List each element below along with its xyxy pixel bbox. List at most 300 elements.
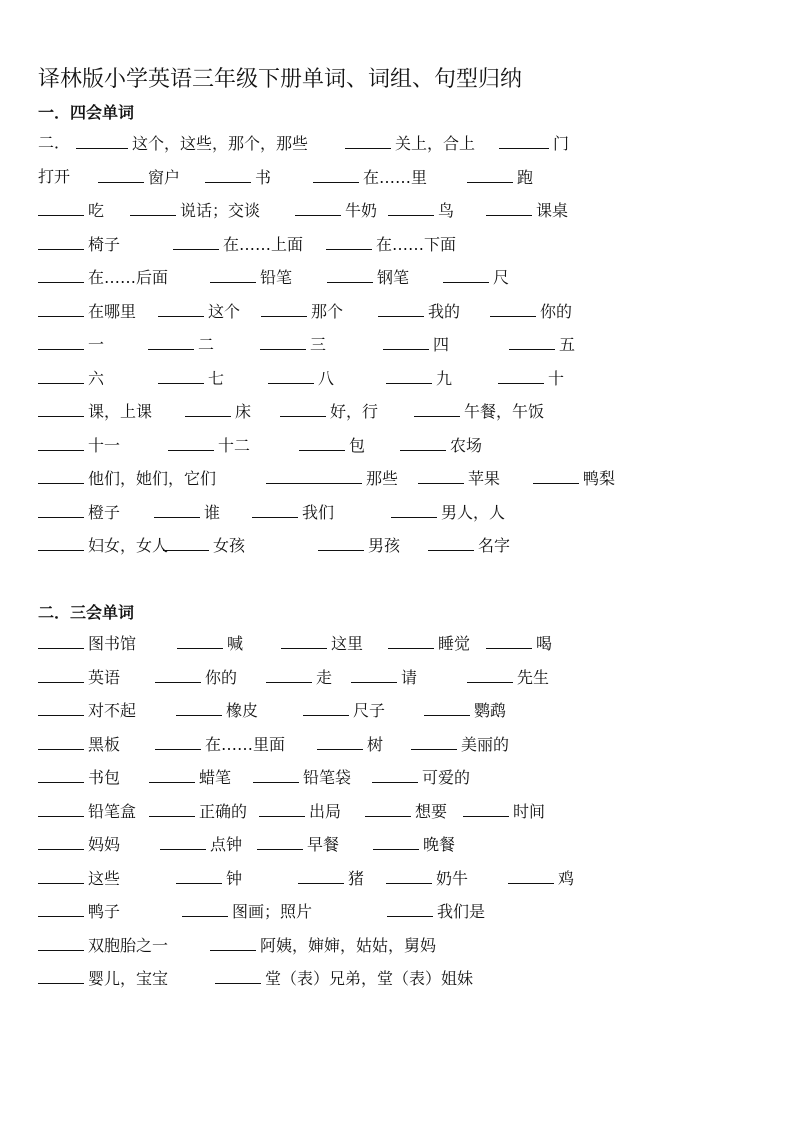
word-meaning: 睡觉 [438, 634, 471, 653]
word-meaning: 五 [559, 335, 576, 354]
word-item [400, 434, 482, 457]
answer-blank[interactable] [158, 367, 204, 384]
word-item [268, 367, 334, 390]
answer-blank[interactable] [215, 967, 261, 984]
word-row [0, 733, 794, 757]
word-meaning: 喝 [536, 634, 553, 653]
word-item [38, 967, 168, 990]
word-row [0, 900, 794, 924]
answer-blank[interactable] [38, 434, 84, 451]
word-meaning: 门 [553, 134, 570, 153]
word-meaning: 可爱的 [422, 768, 471, 787]
answer-blank[interactable] [259, 800, 305, 817]
word-meaning: 窗户 [148, 167, 181, 187]
word-meaning: 三 [310, 335, 327, 354]
word-item [149, 766, 231, 789]
word-row [0, 400, 794, 424]
answer-blank[interactable] [205, 166, 251, 183]
word-meaning: 十二 [218, 435, 251, 455]
word-meaning: 尺 [493, 268, 510, 287]
word-item [317, 733, 383, 756]
word-meaning: 鸟 [438, 201, 455, 220]
word-item [386, 867, 468, 890]
word-row [0, 867, 794, 891]
answer-blank[interactable] [38, 266, 84, 283]
answer-blank[interactable] [280, 400, 326, 417]
word-meaning: 橙子 [88, 502, 121, 522]
word-item [38, 867, 120, 890]
word-item [38, 800, 136, 823]
word-item [38, 501, 120, 524]
word-item [533, 467, 615, 490]
word-item [38, 934, 168, 957]
answer-blank[interactable] [486, 199, 532, 216]
word-meaning: 我们是 [437, 902, 486, 921]
word-item [467, 166, 533, 189]
word-row [0, 934, 794, 958]
word-item [158, 300, 240, 323]
word-meaning: 女孩 [213, 536, 246, 555]
answer-blank[interactable] [38, 300, 84, 317]
word-item [257, 833, 339, 856]
word-meaning: 钢笔 [377, 268, 410, 287]
word-meaning: 妇女，女人 [88, 536, 169, 555]
word-item [372, 766, 470, 789]
answer-blank[interactable] [261, 300, 307, 317]
word-item [414, 400, 544, 423]
answer-blank[interactable] [533, 467, 579, 484]
word-meaning: 鸡 [558, 868, 575, 888]
word-item [418, 467, 500, 490]
answer-blank[interactable] [257, 833, 303, 850]
answer-blank[interactable] [177, 632, 223, 649]
answer-blank[interactable] [38, 867, 84, 884]
answer-blank[interactable] [299, 434, 345, 451]
answer-blank[interactable] [38, 467, 84, 484]
word-item [391, 501, 505, 524]
word-meaning: 八 [318, 368, 335, 388]
answer-blank[interactable] [253, 766, 299, 783]
word-item [176, 699, 258, 722]
word-item [499, 132, 569, 155]
answer-blank[interactable] [149, 766, 195, 783]
word-row [0, 534, 794, 558]
word-item [486, 632, 552, 655]
word-item [38, 400, 152, 423]
word-meaning: 在……上面 [223, 234, 304, 254]
word-row [0, 266, 794, 290]
answer-blank[interactable] [414, 400, 460, 417]
word-item [486, 199, 568, 222]
answer-blank[interactable] [76, 132, 128, 149]
word-item [210, 266, 292, 289]
word-meaning: 好，行 [330, 402, 379, 421]
word-row [0, 800, 794, 824]
word-item [411, 733, 509, 756]
answer-blank[interactable] [372, 766, 418, 783]
answer-blank[interactable] [176, 867, 222, 884]
word-item [327, 266, 409, 289]
word-item [38, 666, 120, 689]
word-item [373, 833, 455, 856]
answer-blank[interactable] [411, 733, 457, 750]
word-meaning: 早餐 [307, 835, 340, 854]
word-item [443, 266, 509, 289]
word-meaning: 名字 [478, 536, 511, 555]
answer-blank[interactable] [498, 367, 544, 384]
answer-blank[interactable] [38, 800, 84, 817]
word-row [0, 967, 794, 991]
word-meaning: 图书馆 [88, 634, 137, 653]
answer-blank[interactable] [158, 300, 204, 317]
answer-blank[interactable] [38, 833, 84, 850]
word-meaning: 这里 [331, 634, 364, 653]
word-item [38, 833, 120, 856]
word-meaning: 那些 [366, 469, 399, 488]
answer-blank[interactable] [373, 833, 419, 850]
word-item [266, 467, 398, 490]
word-meaning: 晚餐 [423, 835, 456, 854]
answer-blank[interactable] [182, 900, 228, 917]
answer-blank[interactable] [428, 534, 474, 551]
answer-blank[interactable] [327, 266, 373, 283]
answer-blank[interactable] [98, 166, 144, 183]
answer-blank[interactable] [155, 666, 201, 683]
answer-blank[interactable] [38, 534, 84, 551]
word-item [182, 900, 312, 923]
answer-blank[interactable] [281, 632, 327, 649]
word-meaning: 你的 [205, 667, 238, 687]
answer-blank[interactable] [443, 266, 489, 283]
word-item [176, 867, 242, 890]
answer-blank[interactable] [38, 766, 84, 783]
word-item [160, 833, 242, 856]
word-item [386, 367, 452, 390]
answer-blank[interactable] [266, 666, 312, 683]
word-item [38, 534, 168, 557]
answer-blank[interactable] [38, 666, 84, 683]
word-meaning: 阿姨，婶婶，姑姑，舅妈 [260, 935, 437, 955]
word-meaning: 吃 [88, 201, 105, 220]
word-item [261, 300, 343, 323]
word-meaning: 说话；交谈 [180, 201, 261, 220]
word-item [259, 800, 341, 823]
answer-blank[interactable] [313, 166, 359, 183]
word-item [280, 400, 378, 423]
word-meaning: 一 [88, 335, 105, 354]
word-meaning: 堂（表）兄弟，堂（表）姐妹 [265, 969, 474, 988]
answer-blank[interactable] [345, 132, 391, 149]
word-item [303, 699, 385, 722]
answer-blank[interactable] [38, 967, 84, 984]
word-item [260, 333, 326, 356]
answer-blank[interactable] [176, 699, 222, 716]
word-meaning: 六 [88, 368, 105, 388]
word-row [0, 833, 794, 857]
word-meaning: 先生 [517, 667, 550, 687]
word-meaning: 农场 [450, 435, 483, 455]
word-item [155, 733, 285, 756]
word-meaning: 鸭子 [88, 902, 121, 921]
answer-blank[interactable] [38, 733, 84, 750]
answer-blank[interactable] [490, 300, 536, 317]
answer-blank[interactable] [508, 867, 554, 884]
word-item [428, 534, 510, 557]
word-meaning: 床 [235, 402, 252, 421]
answer-blank[interactable] [149, 800, 195, 817]
word-row [0, 166, 794, 190]
word-item [298, 867, 364, 890]
page-title: 译林版小学英语三年级下册单词、词组、句型归纳 [38, 67, 523, 92]
answer-blank[interactable] [38, 501, 84, 518]
word-meaning: 黑板 [88, 734, 121, 754]
word-item [281, 632, 363, 655]
answer-blank[interactable] [318, 534, 364, 551]
word-meaning: 鹦鹉 [474, 701, 507, 720]
word-row [0, 300, 794, 324]
word-item [38, 233, 120, 256]
answer-blank[interactable] [351, 666, 397, 683]
word-meaning: 鸭梨 [583, 469, 616, 488]
word-meaning: 这个，这些，那个，那些 [132, 134, 309, 153]
word-meaning: 他们，她们，它们 [88, 469, 217, 488]
answer-blank[interactable] [383, 333, 429, 350]
word-row [0, 333, 794, 357]
word-meaning: 钟 [226, 868, 243, 888]
word-meaning: 我们 [302, 502, 335, 522]
answer-blank[interactable] [499, 132, 549, 149]
word-item [387, 900, 485, 923]
answer-blank[interactable] [509, 333, 555, 350]
word-meaning: 树 [367, 734, 384, 754]
row-prefix: 打开 [38, 166, 71, 186]
word-meaning: 课桌 [536, 201, 569, 220]
word-item [38, 733, 120, 756]
word-meaning: 在……里面 [205, 734, 286, 754]
word-item [498, 367, 564, 390]
word-meaning: 走 [316, 667, 333, 687]
word-meaning: 课，上课 [88, 402, 153, 421]
word-meaning: 谁 [204, 502, 221, 522]
answer-blank[interactable] [130, 199, 176, 216]
answer-blank[interactable] [365, 800, 411, 817]
word-meaning: 书包 [88, 768, 121, 787]
word-meaning: 出局 [309, 801, 342, 821]
word-item [388, 632, 470, 655]
word-meaning: 椅子 [88, 234, 121, 254]
word-item [38, 467, 216, 490]
word-meaning: 英语 [88, 667, 121, 687]
answer-blank[interactable] [155, 733, 201, 750]
word-meaning: 铅笔 [260, 268, 293, 287]
word-item [38, 333, 104, 356]
word-meaning: 牛奶 [345, 201, 378, 220]
word-item [318, 534, 400, 557]
word-meaning: 美丽的 [461, 734, 510, 754]
answer-blank[interactable] [387, 900, 433, 917]
word-meaning: 苹果 [468, 469, 501, 488]
word-meaning: 图画；照片 [232, 902, 313, 921]
word-row [0, 367, 794, 391]
word-item [158, 367, 224, 390]
word-meaning: 二 [198, 335, 215, 354]
word-meaning: 在哪里 [88, 301, 137, 321]
word-row [0, 766, 794, 790]
answer-blank[interactable] [38, 632, 84, 649]
word-meaning: 铅笔盒 [88, 801, 137, 821]
word-meaning: 你的 [540, 301, 573, 321]
word-item [326, 233, 456, 256]
answer-blank[interactable] [303, 699, 349, 716]
word-meaning: 跑 [517, 167, 534, 187]
word-item [388, 199, 454, 222]
word-meaning: 十 [548, 368, 565, 388]
answer-blank[interactable] [463, 800, 509, 817]
word-meaning: 四 [433, 335, 450, 354]
answer-blank[interactable] [168, 434, 214, 451]
answer-blank[interactable] [424, 699, 470, 716]
word-item [424, 699, 506, 722]
word-meaning: 蜡笔 [199, 768, 232, 787]
word-item [38, 132, 70, 154]
answer-blank[interactable] [210, 266, 256, 283]
word-meaning: 猪 [348, 868, 365, 888]
word-meaning: 时间 [513, 801, 546, 821]
answer-blank[interactable] [486, 632, 532, 649]
word-row [0, 434, 794, 458]
word-item [205, 166, 271, 189]
word-meaning: 那个 [311, 301, 344, 321]
word-item [210, 934, 436, 957]
word-item [185, 400, 251, 423]
answer-blank[interactable] [210, 934, 256, 951]
word-item [38, 434, 120, 457]
word-item [38, 266, 168, 289]
word-item [38, 699, 136, 722]
word-item [38, 199, 104, 222]
word-item [252, 501, 334, 524]
answer-blank[interactable] [185, 400, 231, 417]
answer-blank[interactable] [386, 867, 432, 884]
word-item [98, 166, 180, 189]
answer-blank[interactable] [326, 233, 372, 250]
answer-blank[interactable] [38, 367, 84, 384]
word-meaning: 橡皮 [226, 701, 259, 720]
word-item [467, 666, 549, 689]
word-item [38, 367, 104, 390]
word-meaning: 我的 [428, 301, 461, 321]
word-item [345, 132, 475, 155]
answer-blank[interactable] [386, 367, 432, 384]
word-item [463, 800, 545, 823]
answer-blank[interactable] [38, 699, 84, 716]
word-meaning: 双胞胎之一 [88, 935, 169, 955]
word-item [155, 666, 237, 689]
word-item [295, 199, 377, 222]
word-item [253, 766, 351, 789]
word-meaning: 男孩 [368, 536, 401, 555]
word-meaning: 午餐，午饭 [464, 402, 545, 421]
section-heading-four-skill: 一．四会单词 [38, 103, 135, 122]
word-item [154, 501, 220, 524]
word-meaning: 点钟 [210, 835, 243, 854]
word-meaning: 尺子 [353, 701, 386, 720]
answer-blank[interactable] [173, 233, 219, 250]
word-row [0, 233, 794, 257]
word-meaning: 在……下面 [376, 234, 457, 254]
word-item [38, 166, 70, 188]
word-item [177, 632, 243, 655]
answer-blank[interactable] [295, 199, 341, 216]
word-meaning: 包 [349, 435, 366, 455]
answer-blank[interactable] [467, 666, 513, 683]
word-item [490, 300, 572, 323]
answer-blank[interactable] [38, 233, 84, 250]
answer-blank[interactable] [391, 501, 437, 518]
answer-blank[interactable] [268, 367, 314, 384]
word-item [76, 132, 308, 155]
word-meaning: 男人，人 [441, 502, 506, 522]
word-row [0, 501, 794, 525]
answer-blank[interactable] [266, 467, 362, 484]
answer-blank[interactable] [260, 333, 306, 350]
word-item [378, 300, 460, 323]
word-item [266, 666, 332, 689]
word-row [0, 699, 794, 723]
word-meaning: 关上，合上 [395, 134, 476, 153]
word-item [149, 800, 247, 823]
word-item [351, 666, 417, 689]
word-item [130, 199, 260, 222]
word-row [0, 666, 794, 690]
answer-blank[interactable] [160, 833, 206, 850]
answer-blank[interactable] [163, 534, 209, 551]
answer-blank[interactable] [317, 733, 363, 750]
answer-blank[interactable] [38, 934, 84, 951]
answer-blank[interactable] [298, 867, 344, 884]
word-item [38, 632, 136, 655]
answer-blank[interactable] [388, 632, 434, 649]
word-row [0, 199, 794, 223]
word-meaning: 想要 [415, 801, 448, 821]
word-row [0, 467, 794, 491]
word-item [163, 534, 245, 557]
answer-blank[interactable] [38, 333, 84, 350]
answer-blank[interactable] [38, 900, 84, 917]
answer-blank[interactable] [38, 199, 84, 216]
answer-blank[interactable] [467, 166, 513, 183]
answer-blank[interactable] [388, 199, 434, 216]
answer-blank[interactable] [148, 333, 194, 350]
word-meaning: 书 [255, 167, 272, 187]
word-meaning: 请 [401, 667, 418, 687]
answer-blank[interactable] [154, 501, 200, 518]
word-item [38, 900, 120, 923]
answer-blank[interactable] [38, 400, 84, 417]
word-item [168, 434, 250, 457]
word-item [38, 300, 136, 323]
word-meaning: 十一 [88, 435, 121, 455]
word-meaning: 铅笔袋 [303, 768, 352, 787]
answer-blank[interactable] [418, 467, 464, 484]
word-item [508, 867, 574, 890]
word-row [0, 632, 794, 656]
answer-blank[interactable] [378, 300, 424, 317]
answer-blank[interactable] [400, 434, 446, 451]
word-item [383, 333, 449, 356]
answer-blank[interactable] [252, 501, 298, 518]
word-item [215, 967, 473, 990]
